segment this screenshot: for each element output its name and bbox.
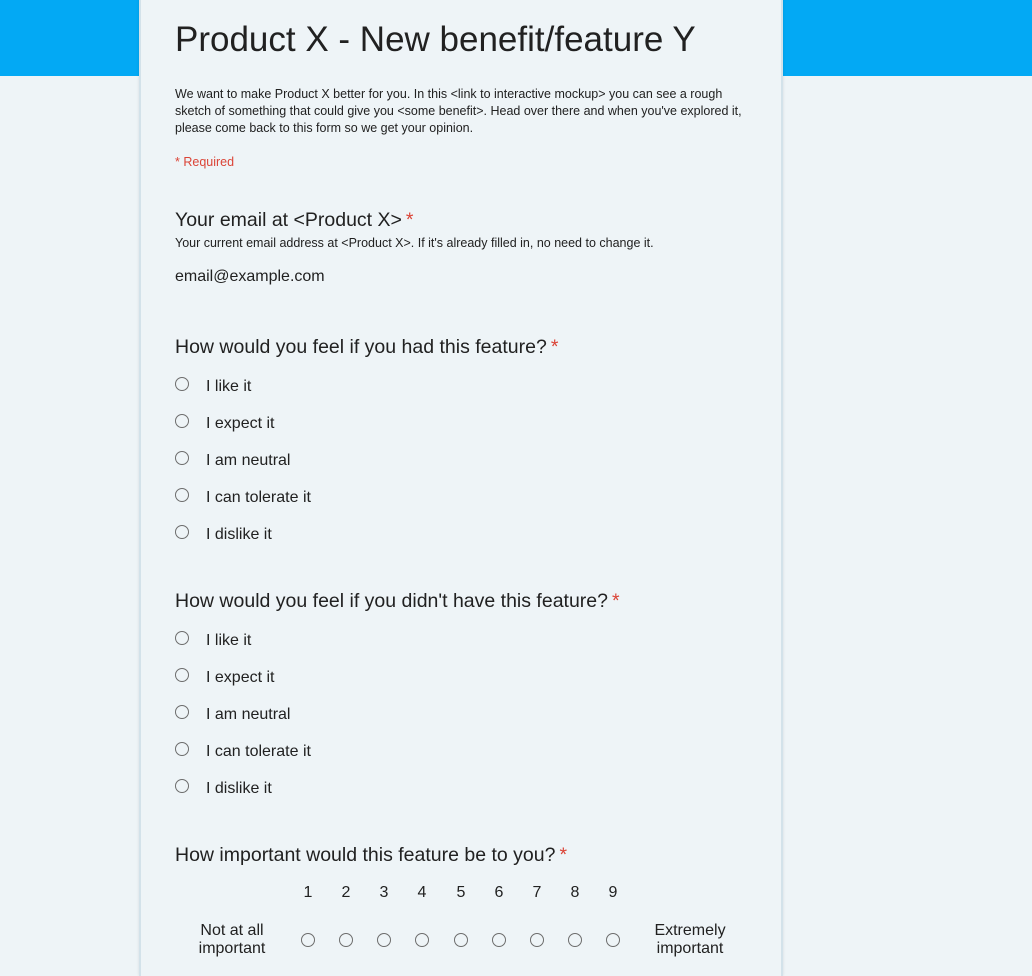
scale-radio-4[interactable]: [415, 933, 429, 947]
option-label: I can tolerate it: [206, 743, 311, 760]
option-label: I like it: [206, 378, 252, 395]
option-label: I expect it: [206, 415, 275, 432]
question-importance-title-text: How important would this feature be to you?: [175, 844, 556, 866]
option-label: I am neutral: [206, 452, 291, 469]
form-description: We want to make Product X better for you. In this <link to interactive mockup> you can see a rough sketch of something that could give you <some benefit>. Head over there and when you've explored it, please come back to this form so we get your opinion.: [175, 87, 742, 135]
have-feature-option-expect[interactable]: [175, 414, 274, 434]
scale-number: 4: [417, 884, 427, 901]
option-label: I am neutral: [206, 706, 291, 723]
option-label: I expect it: [206, 669, 275, 686]
required-star: *: [550, 336, 559, 358]
not-have-feature-option-tolerate[interactable]: [175, 742, 311, 762]
scale-radio-7[interactable]: [530, 933, 544, 947]
required-star: *: [611, 590, 620, 612]
scale-number: 2: [341, 884, 351, 901]
option-label: I dislike it: [206, 780, 272, 797]
scale-number: 9: [608, 884, 618, 901]
scale-radio-8[interactable]: [568, 933, 582, 947]
not-have-feature-option-neutral[interactable]: [175, 705, 290, 725]
radio-button[interactable]: [175, 414, 189, 428]
question-email-title-text: Your email at <Product X>: [175, 209, 402, 231]
form-card: [139, 0, 783, 976]
form-title: Product X - New benefit/feature Y: [175, 20, 696, 59]
required-star: *: [559, 844, 568, 866]
question-have-feature-title: [175, 336, 558, 359]
question-email-help: Your current email address at <Product X>. If it's already filled in, no need to change it.: [175, 236, 654, 250]
radio-button[interactable]: [175, 488, 189, 502]
option-label: I dislike it: [206, 526, 272, 543]
have-feature-option-neutral[interactable]: [175, 451, 290, 471]
scale-number: 5: [456, 884, 466, 901]
not-have-feature-option-dislike[interactable]: [175, 779, 272, 799]
scale-min-label: Not at all important: [198, 922, 266, 957]
scale-radio-2[interactable]: [339, 933, 353, 947]
question-not-have-feature-title-text: How would you feel if you didn't have this feature?: [175, 590, 608, 612]
scale-number: 8: [570, 884, 580, 901]
scale-radio-5[interactable]: [454, 933, 468, 947]
scale-radio-1[interactable]: [301, 933, 315, 947]
have-feature-option-like[interactable]: [175, 377, 251, 397]
required-note: * Required: [175, 155, 235, 169]
scale-radio-6[interactable]: [492, 933, 506, 947]
question-email-title: [175, 209, 414, 232]
scale-number: 3: [379, 884, 389, 901]
question-importance-title: [175, 844, 567, 867]
email-answer[interactable]: email@example.com: [175, 268, 325, 285]
not-have-feature-option-expect[interactable]: [175, 668, 274, 688]
not-have-feature-option-like[interactable]: [175, 631, 251, 651]
radio-button[interactable]: [175, 742, 189, 756]
scale-number: 1: [303, 884, 313, 901]
option-label: I like it: [206, 632, 252, 649]
scale-radio-9[interactable]: [606, 933, 620, 947]
scale-number: 7: [532, 884, 542, 901]
option-label: I can tolerate it: [206, 489, 311, 506]
radio-button[interactable]: [175, 631, 189, 645]
radio-button[interactable]: [175, 451, 189, 465]
radio-button[interactable]: [175, 705, 189, 719]
have-feature-option-tolerate[interactable]: [175, 488, 311, 508]
question-have-feature-title-text: How would you feel if you had this feature?: [175, 336, 547, 358]
scale-radio-3[interactable]: [377, 933, 391, 947]
radio-button[interactable]: [175, 668, 189, 682]
radio-button[interactable]: [175, 779, 189, 793]
radio-button[interactable]: [175, 377, 189, 391]
required-star: *: [405, 209, 414, 231]
scale-number: 6: [494, 884, 504, 901]
have-feature-option-dislike[interactable]: [175, 525, 272, 545]
scale-max-label: Extremely important: [654, 922, 726, 957]
question-not-have-feature-title: [175, 590, 620, 613]
radio-button[interactable]: [175, 525, 189, 539]
